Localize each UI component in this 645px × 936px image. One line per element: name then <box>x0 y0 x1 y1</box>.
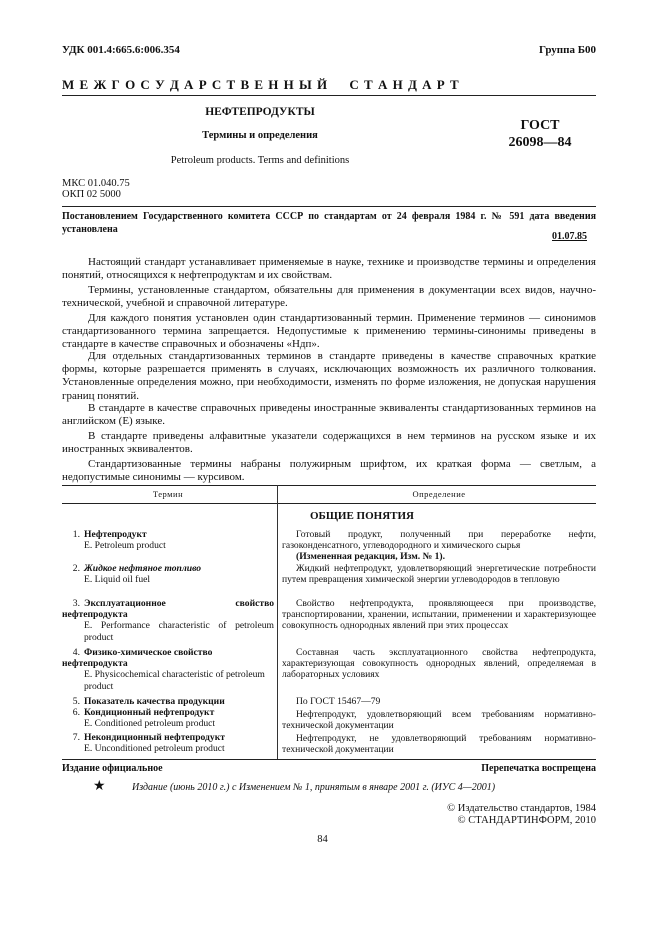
amendment-note: (Измененная редакция, Изм. № 1). <box>296 551 446 563</box>
definition-text: По ГОСТ 15467—79 <box>296 696 381 707</box>
definition-cell <box>282 709 596 731</box>
footer-rule <box>62 759 596 760</box>
intro-paragraph: Термины, установленные стандартом, обязательны для применения в документации всех видов, научно-технической, учебной и справочной литературе. <box>62 284 596 310</box>
term-english: E. Conditioned petroleum product <box>84 718 216 730</box>
intro-paragraph: Для отдельных стандартизованных терминов в стандарте приведены в качестве справочных краткие формы, которые разрешается применять в случаях, исключающих возможность их различного толкования. Установленные определения можно, при необходимости, изменять по форме изложения, не допуская нарушения границ понятий. <box>62 350 596 402</box>
term-name: Некондиционный нефтепродукт <box>84 732 225 743</box>
term-name: Кондиционный нефтепродукт <box>84 707 215 718</box>
column-header-definition: Определение <box>412 489 466 499</box>
decree-date: 01.07.85 <box>552 231 587 242</box>
intro-paragraph: В стандарте в качестве справочных приведены иностранные эквиваленты стандартизованных терминов на английском (Е) языке. <box>62 402 596 428</box>
term-name: Показатель качества продукции <box>84 696 225 707</box>
definition-text: Жидкий нефтепродукт, удовлетворяющий энергетические потребности путем превращения химической энергии углеводородов в тепловую <box>282 563 596 586</box>
table-row <box>62 598 274 643</box>
definition-cell <box>282 563 596 585</box>
intro-paragraph: Для каждого понятия установлен один стандартизованный термин. Применение терминов — синонимов стандартизованного термина запрещается. Недопустимые к применению термины-синонимы приведены в стандарте в качестве справочных и обозначены «Ндп». <box>62 312 596 351</box>
definition-cell <box>282 647 596 681</box>
table-row <box>62 563 274 585</box>
term-number: 1. <box>72 529 80 540</box>
term-english: E. Unconditioned petroleum product <box>84 743 225 755</box>
table-row <box>62 696 274 707</box>
term-number: 2. <box>72 563 80 574</box>
term-name: Нефтепродукт <box>84 529 147 540</box>
definition-text: Нефтепродукт, не удовлетворяющий требованиям нормативно-технической документации <box>282 733 596 756</box>
table-row <box>62 647 274 692</box>
term-number: 4. <box>72 647 80 658</box>
gost-label: ГОСТ <box>520 118 560 133</box>
standard-banner: М Е Ж Г О С У Д А Р С Т В Е Н Н Ы Й С Т А Н Д А Р Т <box>62 77 460 92</box>
term-name: Физико-химическое свойство нефтепродукта <box>62 647 213 670</box>
edition-note: Издание (июнь 2010 г.) с Изменением № 1, принятым в январе 2001 г. (ИУС 4—2001) <box>132 782 496 793</box>
okp-code: ОКП 02 5000 <box>62 189 121 200</box>
copyright-line-2: © СТАНДАРТИНФОРМ, 2010 <box>457 815 596 826</box>
definition-cell <box>282 733 596 755</box>
term-name: Жидкое нефтяное топливо <box>84 563 202 574</box>
definition-cell <box>282 598 596 632</box>
table-row <box>62 707 274 729</box>
intro-paragraph: В стандарте приведены алфавитные указатели содержащихся в нем терминов на русском языке и их иностранных эквивалентов. <box>62 430 596 456</box>
star-icon: ★ <box>93 779 106 794</box>
codes-rule <box>62 206 596 207</box>
definition-text: Составная часть эксплуатационного свойства нефтепродукта, характеризующая совокупность однородных явлений, определяемая в лабораторных условиях <box>282 647 596 681</box>
definition-text: Готовый продукт, полученный при переработке нефти, газоконденсатного, углеводородного и химического сырья <box>282 529 596 552</box>
table-top-rule <box>62 485 596 486</box>
term-name: Эксплуатационное свойство нефтепродукта <box>62 598 274 621</box>
reprint-prohibited-label: Перепечатка воспрещена <box>481 763 596 774</box>
column-header-term: Термин <box>152 489 184 499</box>
udk-code: УДК 001.4:665.6:006.354 <box>62 44 180 56</box>
term-number: 6. <box>72 707 80 718</box>
intro-paragraph: Настоящий стандарт устанавливает применяемые в науке, технике и производстве термины и определения понятий, относящихся к нефтепродуктам и их свойствам. <box>62 256 596 282</box>
decree-text: Постановлением Государственного комитета СССР по стандартам от 24 февраля 1984 г. № 591 дата введения установлена <box>62 211 596 235</box>
doc-english-title: Petroleum products. Terms and definitions <box>170 155 350 166</box>
page-number: 84 <box>317 834 328 845</box>
term-number: 7. <box>72 732 80 743</box>
copyright-line-1: © Издательство стандартов, 1984 <box>447 803 596 814</box>
definition-cell <box>282 529 596 563</box>
section-title: ОБЩИЕ ПОНЯТИЯ <box>309 510 414 522</box>
table-row <box>62 529 274 551</box>
gost-number: 26098—84 <box>508 135 572 150</box>
doc-title: НЕФТЕПРОДУКТЫ <box>205 106 315 118</box>
term-number: 5. <box>72 696 80 707</box>
term-number: 3. <box>72 598 80 609</box>
intro-paragraph: Стандартизованные термины набраны полужирным шрифтом, их краткая форма — светлым, а недопустимые синонимы — курсивом. <box>62 458 596 484</box>
term-english: E. Performance characteristic of petroleum product <box>84 620 274 643</box>
definition-text: Свойство нефтепродукта, проявляющееся при производстве, транспортировании, хранении, испытании, применении и характеризующее совокупность однородных явлений при этих процессах <box>282 598 596 632</box>
table-column-divider <box>277 485 278 759</box>
group-code: Группа Б00 <box>539 44 596 56</box>
table-row <box>62 732 274 754</box>
doc-subtitle: Термины и определения <box>202 130 318 141</box>
official-edition-label: Издание официальное <box>62 763 163 774</box>
mks-code: МКС 01.040.75 <box>62 178 130 189</box>
table-header-rule <box>62 503 596 504</box>
term-english: E. Physicochemical characteristic of petroleum product <box>84 669 265 692</box>
definition-text: Нефтепродукт, удовлетворяющий всем требованиям нормативно-технической документации <box>282 709 596 732</box>
definition-cell <box>282 696 596 707</box>
term-english: E. Petroleum product <box>84 540 166 552</box>
banner-rule <box>62 95 596 96</box>
term-english: E. Liquid oil fuel <box>84 574 151 586</box>
